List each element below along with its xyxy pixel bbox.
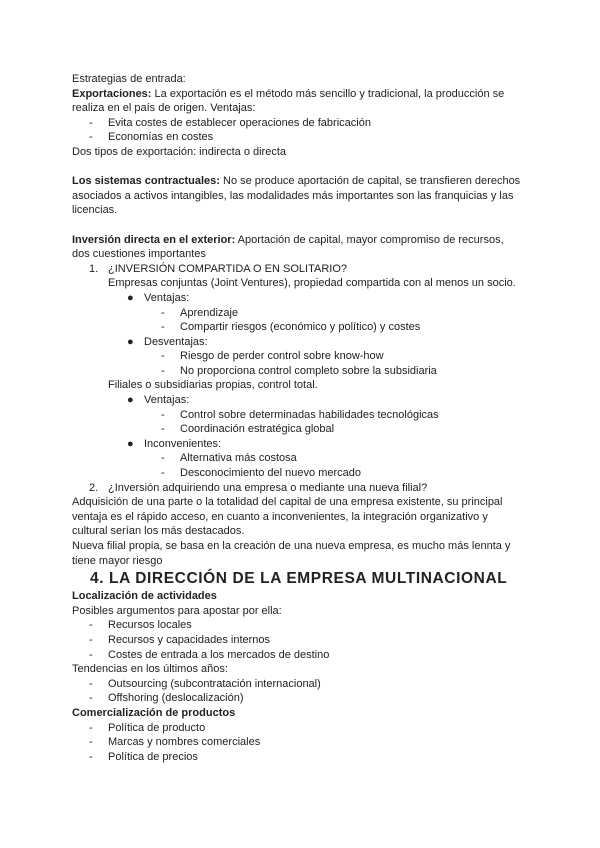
bullet-item <box>72 291 532 306</box>
inversion-label: Inversión directa en el exterior: <box>72 233 236 246</box>
document-page <box>72 72 532 764</box>
nueva-filial-line-2: tiene mayor riesgo <box>72 554 163 567</box>
bullet-icon: ● <box>127 291 134 304</box>
list-item <box>72 735 532 750</box>
intro-line: Estrategias de entrada: <box>72 73 186 85</box>
dash-marker: - <box>89 750 93 763</box>
list-item-text: Costes de entrada a los mercados de destino <box>108 648 330 661</box>
dash-marker: - <box>89 633 93 646</box>
dash-marker: - <box>89 116 93 129</box>
dash-marker: - <box>89 677 93 690</box>
adquisicion-line-2: ventaja es el rápido acceso, en cuanto a inconvenientes, la integración organizativo y <box>72 510 488 523</box>
ordered-item-text: ¿INVERSIÓN COMPARTIDA O EN SOLITARIO? <box>108 262 347 275</box>
bullet-text: Ventajas: <box>144 291 190 304</box>
ordered-number: 1. <box>89 262 99 275</box>
list-item-text: Economías en costes <box>108 131 214 144</box>
contractuales-label: Los sistemas contractuales: <box>72 175 220 188</box>
ordered-item-text: ¿Inversión adquiriendo una empresa o mediante una nueva filial? <box>108 481 428 494</box>
exportaciones-label: Exportaciones: <box>72 87 152 100</box>
dash-marker: - <box>89 692 93 705</box>
dash-marker: - <box>161 364 165 377</box>
list-item <box>72 306 532 321</box>
adquisicion-line-1: Adquisición de una parte o la totalidad del capital de una empresa existente, su principal <box>72 496 503 509</box>
posibles-argumentos: Posibles argumentos para apostar por ella: <box>72 604 282 617</box>
dash-marker: - <box>161 408 165 421</box>
dash-marker: - <box>161 350 165 363</box>
list-item <box>72 648 532 663</box>
dash-marker: - <box>89 619 93 632</box>
list-item <box>72 633 532 648</box>
bullet-item <box>72 393 532 408</box>
bullet-text: Desventajas: <box>144 335 208 348</box>
bullet-item <box>72 437 532 452</box>
list-item <box>72 691 532 706</box>
contractuales-line-1 <box>72 174 532 189</box>
section-heading: 4. LA DIRECCIÓN DE LA EMPRESA MULTINACIONAL <box>90 570 508 588</box>
dash-marker: - <box>89 131 93 144</box>
nueva-filial-line-1: Nueva filial propia, se basa en la creación de una nueva empresa, es mucho más lennta y <box>72 540 511 552</box>
list-item <box>72 677 532 692</box>
list-item-text: Recursos locales <box>108 619 192 632</box>
list-item <box>72 422 532 437</box>
filiales-line: Filiales o subsidiarias propias, control total. <box>108 379 318 392</box>
contractuales-line-2: asociados a activos intangibles, las modalidades más importantes son las franquicias y las <box>72 189 514 202</box>
bullet-icon: ● <box>127 394 134 407</box>
exportaciones-line-2: realiza en el país de origen. Ventajas: <box>72 102 256 115</box>
inversion-line-1 <box>72 233 532 248</box>
list-item <box>72 364 532 379</box>
dash-marker: - <box>89 736 93 749</box>
list-item-text: Coordinación estratégica global <box>180 423 335 436</box>
bullet-icon: ● <box>127 335 134 348</box>
list-item-text: Marcas y nombres comerciales <box>108 736 261 749</box>
list-item-text: Compartir riesgos (económico y político) y costes <box>180 321 421 334</box>
list-item-text: Política de producto <box>108 721 206 734</box>
dash-marker: - <box>161 321 165 334</box>
spacer <box>72 218 532 233</box>
list-item-text: Recursos y capacidades internos <box>108 633 271 646</box>
exportacion-tipos: Dos tipos de exportación: indirecta o directa <box>72 145 287 158</box>
list-item <box>72 618 532 633</box>
list-item-text: Política de precios <box>108 750 198 763</box>
bullet-text: Ventajas: <box>144 394 190 407</box>
exportaciones-text-1: La exportación es el método más sencillo y tradicional, la producción se <box>151 87 505 100</box>
list-item-text: Alternativa más costosa <box>180 452 297 465</box>
dash-marker: - <box>89 721 93 734</box>
bullet-text: Inconvenientes: <box>144 437 222 450</box>
contractuales-line-3: licencias. <box>72 204 118 217</box>
adquisicion-line-3: cultural serían los más destacados. <box>72 525 245 538</box>
bullet-icon: ● <box>127 437 134 450</box>
spacer <box>72 160 532 175</box>
ordered-item-1 <box>72 262 532 277</box>
ordered-number: 2. <box>89 481 99 494</box>
list-item-text: Riesgo de perder control sobre know-how <box>180 350 384 363</box>
list-item <box>72 466 532 481</box>
dash-marker: - <box>161 423 165 436</box>
list-item-text: Evita costes de establecer operaciones de fabricación <box>108 116 371 129</box>
exportaciones-line-1 <box>72 87 532 102</box>
list-item <box>72 320 532 335</box>
dash-marker: - <box>161 452 165 465</box>
contractuales-text-1: No se produce aportación de capital, se transfieren derechos <box>219 175 521 188</box>
localizacion-heading: Localización de actividades <box>72 590 217 603</box>
inversion-text-1: Aportación de capital, mayor compromiso de recursos, <box>235 233 504 246</box>
list-item-text: Outsourcing (subcontratación internacional) <box>108 677 321 690</box>
inversion-line-2: dos cuestiones importantes <box>72 248 206 261</box>
bullet-item <box>72 335 532 350</box>
dash-marker: - <box>161 306 165 319</box>
list-item-text: No proporciona control completo sobre la subsidiaria <box>180 364 437 377</box>
dash-marker: - <box>161 467 165 480</box>
comercializacion-heading: Comercialización de productos <box>72 706 236 719</box>
tendencias-line: Tendencias en los últimos años: <box>72 663 228 676</box>
list-item-text: Desconocimiento del nuevo mercado <box>180 467 361 480</box>
list-item-text: Control sobre determinadas habilidades tecnológicas <box>180 408 439 421</box>
list-item <box>72 408 532 423</box>
list-item <box>72 349 532 364</box>
list-item-text: Offshoring (deslocalización) <box>108 692 244 705</box>
joint-ventures-line: Empresas conjuntas (Joint Ventures), propiedad compartida con al menos un socio. <box>108 277 516 290</box>
list-item <box>72 451 532 466</box>
dash-marker: - <box>89 648 93 661</box>
list-item <box>72 116 532 131</box>
list-item <box>72 130 532 145</box>
list-item <box>72 750 532 765</box>
list-item-text: Aprendizaje <box>180 306 239 319</box>
list-item <box>72 721 532 736</box>
ordered-item-2 <box>72 481 532 496</box>
